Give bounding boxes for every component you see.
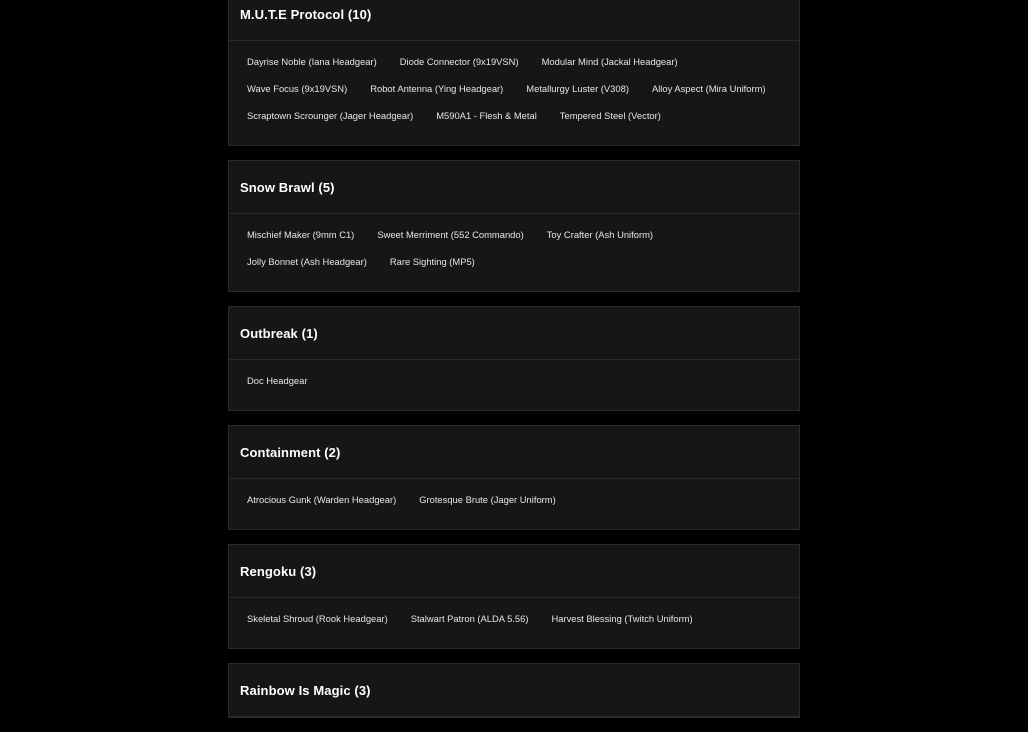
- list-item[interactable]: Metallurgy Luster (V308): [526, 83, 629, 94]
- section-rainbow-is-magic: [228, 663, 800, 718]
- list-item[interactable]: M590A1 - Flesh & Metal: [436, 110, 537, 121]
- section-title: M.U.T.E Protocol (10): [229, 0, 799, 41]
- list-item[interactable]: Grotesque Brute (Jager Uniform): [419, 494, 556, 505]
- section-title: Outbreak (1): [229, 307, 799, 360]
- list-item[interactable]: Diode Connector (9x19VSN): [399, 56, 519, 67]
- list-item[interactable]: Wave Focus (9x19VSN): [247, 83, 348, 94]
- section-items: [229, 41, 799, 145]
- list-item[interactable]: Rare Sighting (MP5): [389, 256, 475, 267]
- section-mute-protocol: [228, 0, 800, 146]
- section-items: [229, 214, 799, 291]
- list-item[interactable]: Alloy Aspect (Mira Uniform): [651, 83, 766, 94]
- list-item[interactable]: Tempered Steel (Vector): [559, 110, 661, 121]
- list-item[interactable]: Jolly Bonnet (Ash Headgear): [247, 256, 367, 267]
- section-items: [229, 598, 799, 648]
- section-items: [229, 360, 799, 410]
- list-item[interactable]: Skeletal Shroud (Rook Headgear): [247, 613, 388, 624]
- section-title: Snow Brawl (5): [229, 161, 799, 214]
- section-snow-brawl: [228, 160, 800, 292]
- section-title: Rainbow Is Magic (3): [229, 664, 799, 717]
- section-outbreak: [228, 306, 800, 411]
- list-item[interactable]: Scraptown Scrounger (Jager Headgear): [247, 110, 414, 121]
- section-items: [229, 479, 799, 529]
- list-item[interactable]: Atrocious Gunk (Warden Headgear): [247, 494, 397, 505]
- list-item[interactable]: Stalwart Patron (ALDA 5.56): [410, 613, 529, 624]
- list-item[interactable]: Mischief Maker (9mm C1): [247, 229, 355, 240]
- list-item[interactable]: Toy Crafter (Ash Uniform): [546, 229, 654, 240]
- section-rengoku: [228, 544, 800, 649]
- list-item[interactable]: Robot Antenna (Ying Headgear): [370, 83, 504, 94]
- list-item[interactable]: Harvest Blessing (Twitch Uniform): [551, 613, 693, 624]
- section-containment: [228, 425, 800, 530]
- list-item[interactable]: Modular Mind (Jackal Headgear): [541, 56, 678, 67]
- list-item[interactable]: Dayrise Noble (Iana Headgear): [247, 56, 377, 67]
- section-title: Rengoku (3): [229, 545, 799, 598]
- list-item[interactable]: Doc Headgear: [247, 375, 308, 386]
- section-title: Containment (2): [229, 426, 799, 479]
- list-item[interactable]: Sweet Merriment (552 Commando): [377, 229, 524, 240]
- event-sections-list: [228, 0, 800, 732]
